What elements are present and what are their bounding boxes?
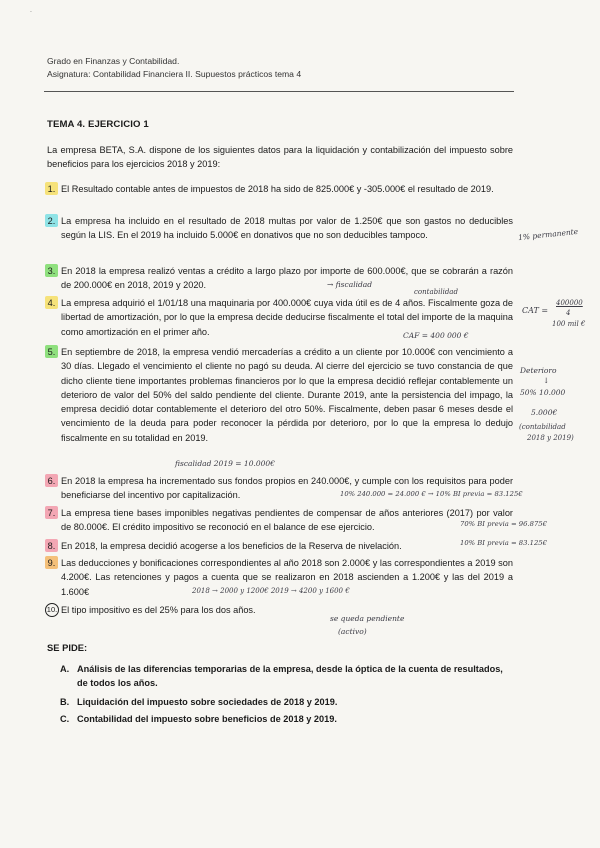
task-text: Liquidación del impuesto sobre sociedades de 2018 y 2019.: [77, 697, 338, 707]
handwritten-note: 100 mil €: [552, 320, 586, 328]
item-text: El Resultado contable antes de impuestos de 2018 ha sido de 825.000€ y -305.000€ el resultado de 2019.: [61, 184, 494, 194]
handwritten-note: 2018 → 2000 y 1200€ 2019 → 4200 y 1600 €: [192, 587, 350, 595]
handwritten-note: (contabilidad: [519, 423, 566, 431]
handwritten-note: 10% BI previa = 83.125€: [460, 539, 547, 547]
list-item: [45, 474, 515, 503]
header-divider: [44, 91, 514, 92]
task-letter: C.: [60, 714, 70, 724]
handwritten-note: contabilidad: [414, 288, 458, 296]
handwritten-note: 10% 240.000 = 24.000 € → 10% BI previa = 83.125€: [340, 490, 523, 498]
handwritten-note: Deterioro: [520, 366, 557, 375]
handwritten-note: 4: [566, 309, 571, 317]
handwritten-note: fiscalidad 2019 = 10.000€: [175, 459, 275, 468]
list-item: [45, 539, 515, 553]
handwritten-note: → fiscalidad: [327, 280, 373, 289]
item-text: En 2018 la empresa ha incrementado sus fondos propios en 240.000€, y cumple con los requisitos para poder beneficiarse del incentivo por capitalización.: [61, 476, 513, 501]
list-item: [45, 182, 515, 196]
item-text: La empresa adquirió el 1/01/18 una maquinaria por 400.000€ cuya vida útil es de 4 años. Fiscalmente goza de libertad de amortización, por lo que la empresa decide deducirse fiscalmente el total del importe de la maquina como amortización en el primer año.: [61, 298, 513, 337]
item-number: 3.: [45, 264, 58, 277]
item-text: En 2018, la empresa decidió acogerse a los beneficios de la Reserva de nivelación.: [61, 541, 402, 551]
item-number: 9.: [45, 556, 58, 569]
task-item: [60, 695, 510, 709]
tasks-heading: SE PIDE:: [47, 642, 88, 653]
item-number: 4.: [45, 296, 58, 309]
task-item: [60, 662, 510, 691]
item-text: La empresa tiene bases imponibles negativas pendientes de compensar de años anteriores (2017) por valor de 80.000€. El crédito impositivo se reconoció en el balance de ese ejercicio.: [61, 508, 513, 533]
item-text: Las deducciones y bonificaciones correspondientes al año 2018 son 2.000€ y las correspondientes a 2019 son 4.200€. Las retenciones y pagos a cuenta que se realizaron en 2018 ascienden a 1.200€ y las del 2019 a 1.600€: [61, 558, 513, 597]
list-item: [45, 214, 515, 243]
handwritten-note: 1% permanente: [517, 226, 579, 243]
task-letter: B.: [60, 697, 70, 707]
item-text: En septiembre de 2018, la empresa vendió mercaderías a crédito a un cliente por 10.000€ con vencimiento a 30 días. Llegado el vencimiento el cliente no pagó su deuda. Al cierre del ejercicio se tuvo constancia de que dicho cliente tiene importantes problemas financieros por lo que la empresa decidió reflejar contablemente un deterioro de valor del 50% del saldo pendiente del cliente. Durante 2019, ante la persistencia del impago, la empresa decidió dotar contablemente el deterioro del otro 50%. Fiscalmente, deben pasar 6 meses desde el vencimiento de la deuda para poder reconocer la pérdida por deterioro, por lo que la empresa lo dedujo fiscalmente en su totalidad en 2019.: [61, 347, 513, 443]
item-text: En 2018 la empresa realizó ventas a crédito a largo plazo por importe de 600.000€, que se cobrarán a razón de 200.000€ en 2018, 2019 y 2020.: [61, 266, 513, 291]
item-number: 8.: [45, 539, 58, 552]
item-number: 2.: [45, 214, 58, 227]
item-text: La empresa ha incluido en el resultado de 2018 multas por valor de 1.250€ que son gastos no deducibles según la LIS. En el 2019 ha incluido 5.000€ en donativos que no son deducibles tampoco.: [61, 216, 513, 241]
handwritten-note: CAF = 400 000 €: [403, 331, 469, 340]
item-number: 5.: [45, 345, 58, 358]
list-item: [45, 345, 515, 445]
item-text: El tipo impositivo es del 25% para los dos años.: [61, 605, 256, 615]
handwritten-note: 400000: [556, 299, 583, 307]
header-degree: Grado en Finanzas y Contabilidad.: [47, 56, 180, 66]
handwritten-note: CAT =: [522, 306, 549, 315]
handwritten-note: 50% 10.000: [520, 388, 566, 397]
handwritten-note: ↓: [543, 376, 550, 385]
exercise-intro: La empresa BETA, S.A. dispone de los siguientes datos para la liquidación y contabilización del impuesto sobre beneficios para los ejercicios 2018 y 2019:: [47, 145, 513, 170]
handwritten-note: 5.000€: [531, 408, 558, 417]
handwritten-note: 2018 y 2019): [527, 434, 574, 442]
handwritten-note: 70% BI previa = 96.875€: [460, 520, 547, 528]
list-item: [45, 603, 515, 617]
handwritten-note: (activo): [338, 627, 367, 636]
task-letter: A.: [60, 664, 70, 674]
task-text: Análisis de las diferencias temporarias de la empresa, desde la óptica de la cuenta de resultados, de todos los años.: [77, 664, 503, 689]
item-number: 10.: [45, 603, 59, 617]
item-number: 7.: [45, 506, 58, 519]
handwritten-note: se queda pendiente: [330, 614, 405, 623]
task-text: Contabilidad del impuesto sobre beneficios de 2018 y 2019.: [77, 714, 337, 724]
item-number: 6.: [45, 474, 58, 487]
exercise-title: TEMA 4. EJERCICIO 1: [47, 119, 149, 130]
task-item: [60, 712, 510, 726]
item-number: 1.: [45, 182, 58, 195]
header-subject: Asignatura: Contabilidad Financiera II. Supuestos prácticos tema 4: [47, 69, 302, 79]
corner-mark-icon: ˙: [30, 10, 33, 19]
list-item: [45, 506, 515, 535]
